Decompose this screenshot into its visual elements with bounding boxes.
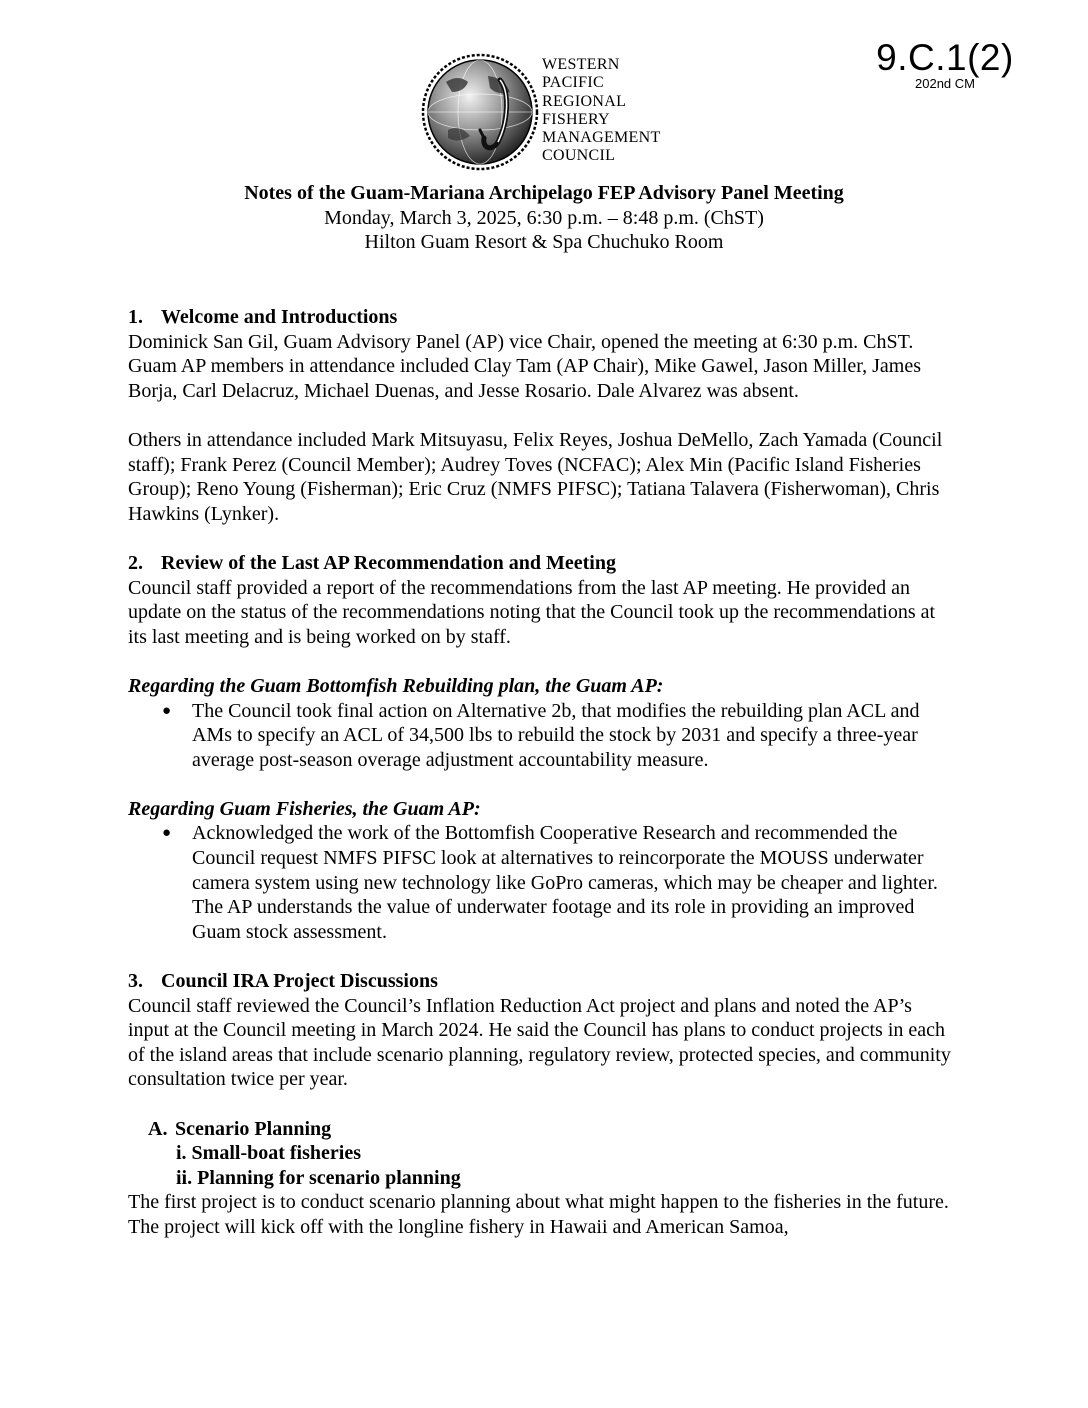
subsection-item: ii. Planning for scenario planning bbox=[176, 1166, 461, 1189]
subsection-title: Scenario Planning bbox=[175, 1117, 332, 1140]
logo-line-5: MANAGEMENT bbox=[542, 129, 661, 147]
paragraph: Council staff reviewed the Council’s Inflation Reduction Act project and plans and noted the AP’s input at the Council meeting in March 2024. He said the Council has plans to conduct projects in each of the island areas that include scenario planning, regulatory review, protected species, and community consultation twice per year. bbox=[128, 994, 951, 1091]
council-logo bbox=[418, 52, 678, 172]
section-heading bbox=[128, 551, 958, 576]
document-title: Notes of the Guam-Mariana Archipelago FEP Advisory Panel Meeting bbox=[244, 182, 844, 204]
subheading: Regarding Guam Fisheries, the Guam AP: bbox=[128, 797, 481, 820]
section-heading bbox=[128, 969, 958, 994]
document-body bbox=[128, 305, 958, 1240]
section-number: 3. bbox=[128, 970, 143, 993]
section-number: 1. bbox=[128, 306, 143, 328]
paragraph: Dominick San Gil, Guam Advisory Panel (AP) vice Chair, opened the meeting at 6:30 p.m. ChST. Guam AP members in attendance included Clay Tam (AP Chair), Mike Gawel, Jason Miller, James Borja, Carl Delacruz, Michael Duenas, and Jesse Rosario. Dale Alvarez was absent. bbox=[128, 330, 921, 402]
logo-line-1: WESTERN bbox=[542, 56, 620, 73]
section-heading bbox=[128, 305, 958, 330]
section-number: 2. bbox=[128, 551, 143, 574]
meeting-datetime: Monday, March 3, 2025, 6:30 p.m. – 8:48 p.m. (ChST) bbox=[324, 206, 764, 229]
document-id-stamp bbox=[850, 38, 1040, 91]
list-item: ● The Council took final action on Alternative 2b, that modifies the rebuilding plan ACL and AMs to specify an ACL of 34,500 lbs to rebuild the stock by 2031 and specify a three-year average post-season overage adjustment accountability measure. bbox=[162, 699, 920, 771]
subsection-item: i. Small-boat fisheries bbox=[176, 1142, 361, 1165]
bullet-icon: ● bbox=[162, 825, 172, 842]
globe-fishhook-icon bbox=[418, 52, 542, 172]
list-item: ● Acknowledged the work of the Bottomfish Cooperative Research and recommended the Council request NMFS PIFSC look at alternatives to reincorporate the MOUSS underwater camera system using new technology like GoPro cameras, which may be cheaper and lighter. The AP understands the value of underwater footage and its role in providing an improved Guam stock assessment. bbox=[162, 822, 938, 943]
agenda-item-code: 9.C.1(2) bbox=[876, 37, 1014, 78]
section-title: Welcome and Introductions bbox=[161, 306, 398, 328]
section-title: Review of the Last AP Recommendation and Meeting bbox=[161, 551, 616, 574]
meeting-location: Hilton Guam Resort & Spa Chuchuko Room bbox=[364, 231, 724, 253]
subsection-heading bbox=[128, 1117, 958, 1142]
bullet-icon: ● bbox=[162, 702, 172, 719]
logo-line-6: COUNCIL bbox=[542, 147, 616, 165]
document-header bbox=[0, 181, 1088, 255]
logo-line-4: FISHERY bbox=[542, 110, 610, 128]
subsection-letter: A. bbox=[148, 1117, 168, 1140]
logo-line-3: REGIONAL bbox=[542, 92, 627, 110]
paragraph: The first project is to conduct scenario planning about what might happen to the fisheries in the future. The project will kick off with the longline fishery in Hawaii and American Samoa, bbox=[128, 1191, 949, 1238]
section-title: Council IRA Project Discussions bbox=[161, 970, 438, 993]
logo-line-2: PACIFIC bbox=[542, 74, 604, 92]
paragraph: Council staff provided a report of the recommendations from the last AP meeting. He provided an update on the status of the recommendations noting that the Council took up the recommendations at its last meeting and is being worked on by staff. bbox=[128, 576, 936, 648]
council-logo-wordmark bbox=[542, 56, 661, 166]
bullet-list bbox=[128, 821, 958, 944]
bullet-list bbox=[128, 699, 958, 773]
council-meeting-number: 202nd CM bbox=[915, 76, 975, 91]
paragraph: Others in attendance included Mark Mitsuyasu, Felix Reyes, Joshua DeMello, Zach Yamada (Council staff); Frank Perez (Council Member); Audrey Toves (NCFAC); Alex Min (Pacific Island Fisheries Group); Reno Young (Fisherman); Eric Cruz (NMFS PIFSC); Tatiana Talavera (Fisherwoman), Chris Hawkins (Lynker). bbox=[128, 428, 943, 525]
subheading: Regarding the Guam Bottomfish Rebuilding plan, the Guam AP: bbox=[128, 674, 664, 697]
